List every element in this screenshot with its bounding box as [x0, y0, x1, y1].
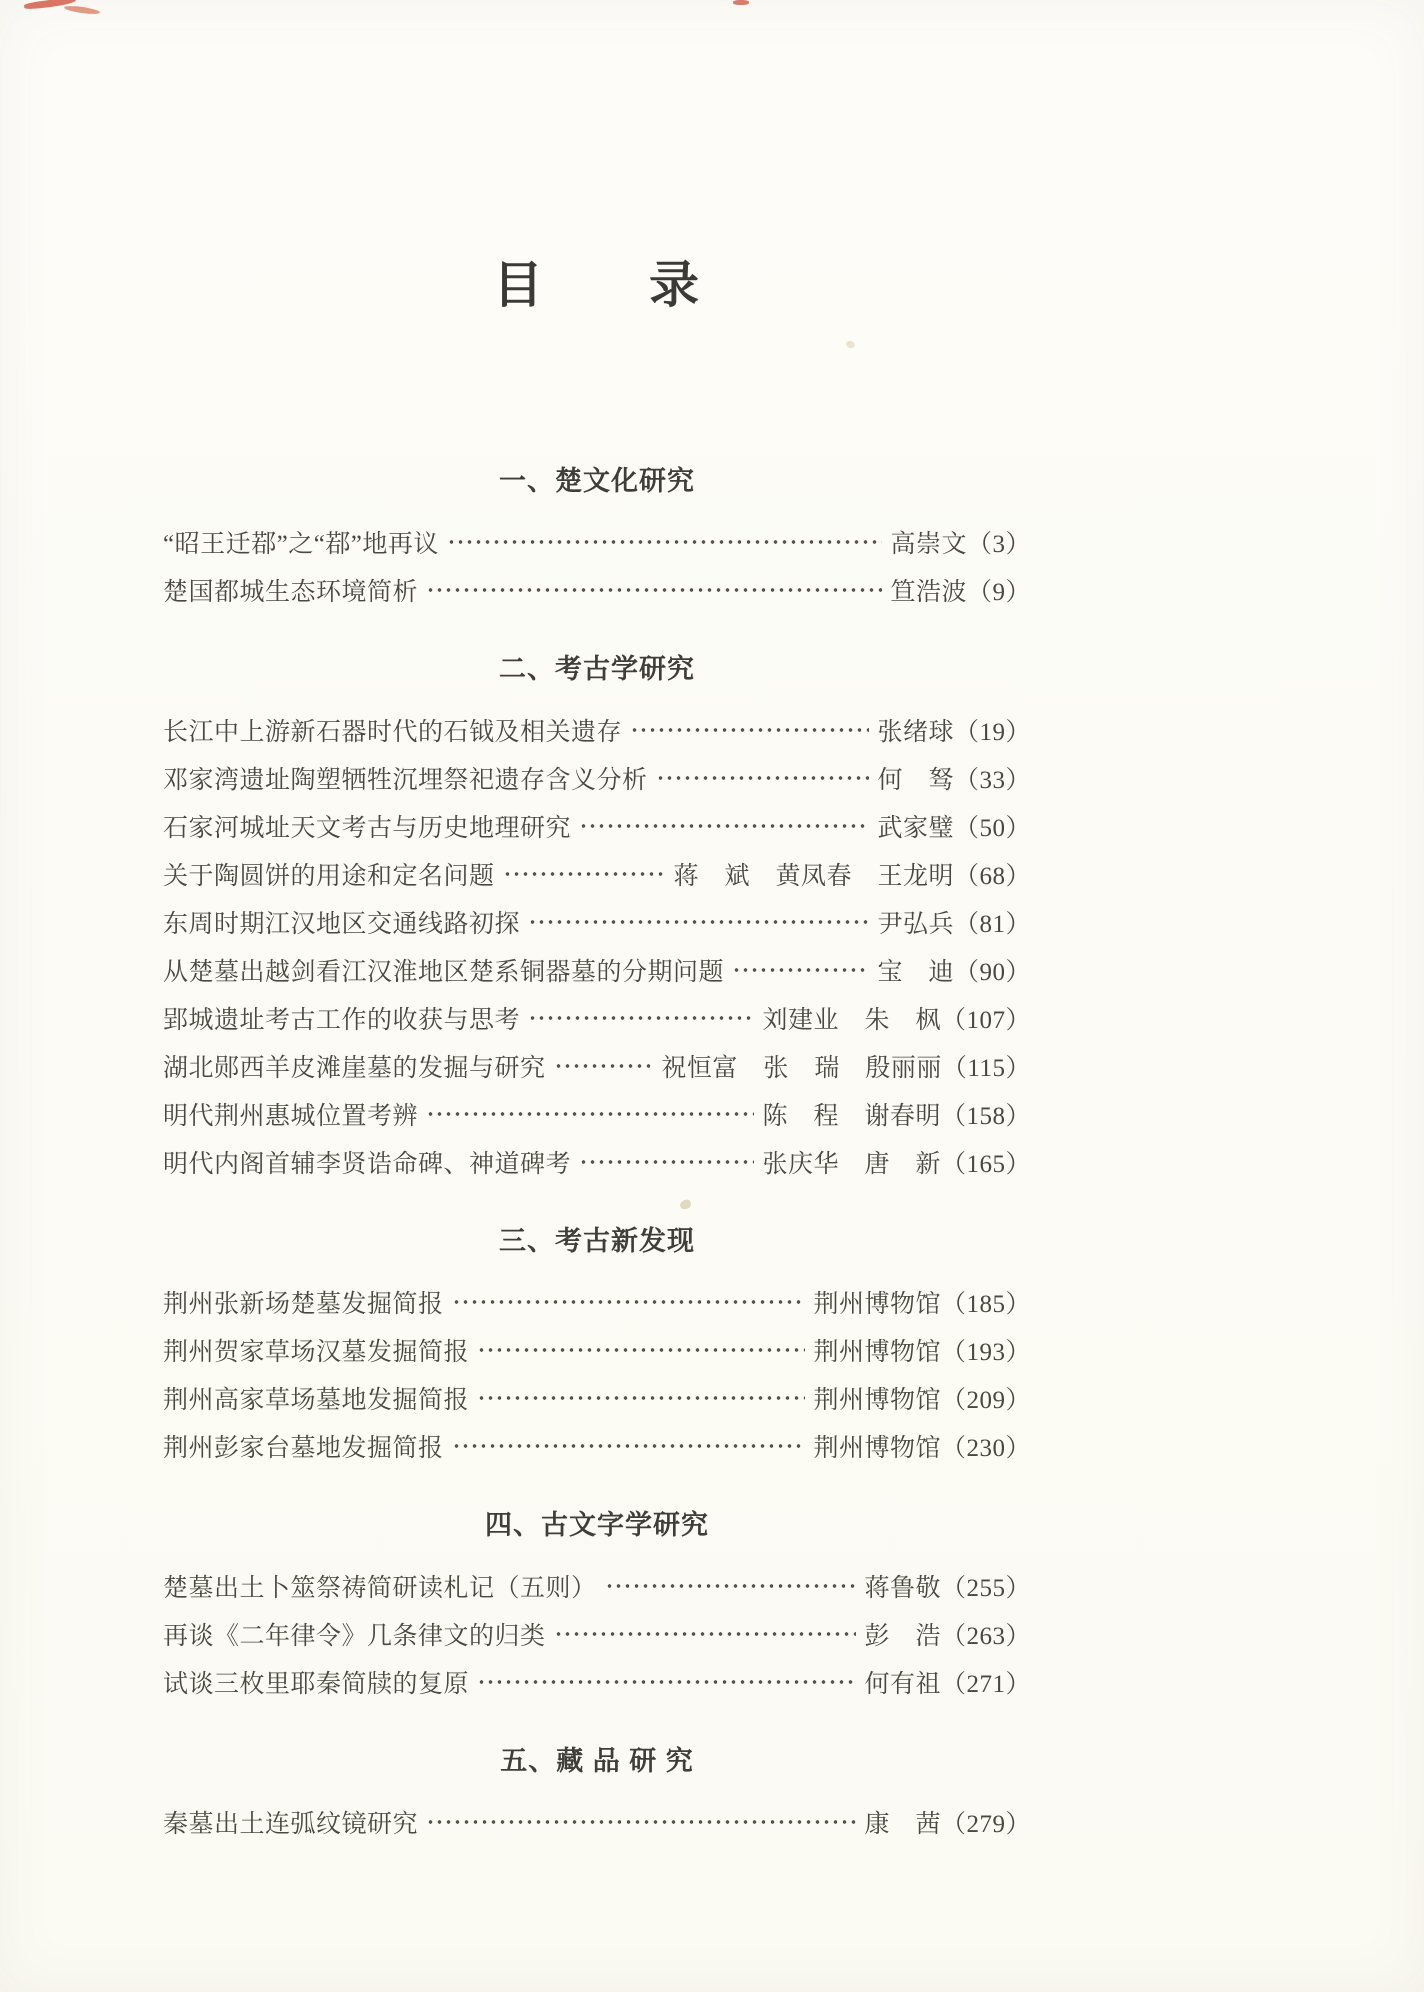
- leader-dots: [577, 802, 869, 850]
- toc-entry: [163, 1798, 1031, 1846]
- entry-title: 长江中上游新石器时代的石钺及相关遗存: [163, 719, 623, 746]
- entry-title: 荆州贺家草场汉墓发掘简报: [163, 1339, 470, 1366]
- entry-title: 明代内阁首辅李贤诰命碑、神道碑考: [163, 1151, 572, 1178]
- toc-entry: [163, 850, 1031, 898]
- entry-authors-page: 宝 迪（90）: [877, 959, 1031, 986]
- toc-entry: [163, 1562, 1031, 1610]
- leader-dots: [475, 1658, 856, 1706]
- entry-title: 明代荆州惠城位置考辨: [163, 1103, 419, 1130]
- toc-entry: [163, 1326, 1031, 1374]
- entry-title: “昭王迁鄀”之“鄀”地再议: [163, 531, 439, 558]
- toc-entry: [163, 898, 1031, 946]
- leader-dots: [424, 566, 882, 614]
- entry-authors-page: 张庆华 唐 新（165）: [762, 1151, 1031, 1178]
- toc-entry: [163, 566, 1031, 614]
- entry-authors-page: 祝恒富 张 瑞 殷丽丽（115）: [661, 1055, 1031, 1082]
- entry-title: 楚国都城生态环境简析: [163, 579, 419, 606]
- leader-dots: [552, 1042, 654, 1090]
- toc-entry: [163, 802, 1031, 850]
- leader-dots: [450, 1422, 806, 1470]
- entry-authors-page: 刘建业 朱 枫（107）: [762, 1007, 1031, 1034]
- section-heading-4: 四、古文字学研究: [485, 1510, 709, 1540]
- toc-entry: [163, 1278, 1031, 1326]
- toc-entry: [163, 1042, 1031, 1090]
- toc-entry: [163, 1138, 1031, 1186]
- entry-title: 关于陶圆饼的用途和定名问题: [163, 863, 495, 890]
- entry-authors-page: 彭 浩（263）: [864, 1623, 1031, 1650]
- leader-dots: [445, 518, 883, 566]
- entry-authors-page: 蒋鲁敬（255）: [864, 1575, 1031, 1602]
- entry-authors-page: 荆州博物馆（193）: [813, 1339, 1031, 1366]
- entry-authors-page: 何有祖（271）: [864, 1671, 1031, 1698]
- leader-dots: [654, 754, 870, 802]
- entry-title: 邓家湾遗址陶塑牺牲沉埋祭祀遗存含义分析: [163, 767, 648, 794]
- toc-entry: [163, 1610, 1031, 1658]
- scan-artifact-red-mark-1: [24, 0, 76, 10]
- toc-entry: [163, 518, 1031, 566]
- section-heading-5: 五、藏 品 研 究: [500, 1746, 694, 1776]
- entry-authors-page: 荆州博物馆（209）: [813, 1387, 1031, 1414]
- entry-title: 荆州彭家台墓地发掘简报: [163, 1435, 444, 1462]
- section-heading-1: 一、楚文化研究: [499, 466, 695, 496]
- entry-authors-page: 蒋 斌 黄凤春 王龙明（68）: [673, 863, 1031, 890]
- toc-entry: [163, 946, 1031, 994]
- leader-dots: [628, 706, 869, 754]
- toc-entry: [163, 994, 1031, 1042]
- entry-title: 郢城遗址考古工作的收获与思考: [163, 1007, 521, 1034]
- entry-title: 楚墓出土卜筮祭祷简研读札记（五则）: [163, 1575, 597, 1602]
- leader-dots: [424, 1798, 856, 1846]
- page-title: 目 录: [493, 257, 701, 313]
- entry-authors-page: 高崇文（3）: [890, 531, 1031, 558]
- entry-title: 东周时期江汉地区交通线路初探: [163, 911, 521, 938]
- entry-title: 秦墓出土连弧纹镜研究: [163, 1811, 419, 1838]
- entry-authors-page: 陈 程 谢春明（158）: [762, 1103, 1031, 1130]
- entry-title: 试谈三枚里耶秦简牍的复原: [163, 1671, 470, 1698]
- entry-authors-page: 康 茜（279）: [864, 1811, 1031, 1838]
- entry-authors-page: 尹弘兵（81）: [877, 911, 1031, 938]
- leader-dots: [526, 898, 869, 946]
- leader-dots: [603, 1562, 857, 1610]
- leader-dots: [577, 1138, 754, 1186]
- entry-title: 荆州张新场楚墓发掘简报: [163, 1291, 444, 1318]
- leader-dots: [424, 1090, 754, 1138]
- entry-title: 湖北郧西羊皮滩崖墓的发掘与研究: [163, 1055, 546, 1082]
- leader-dots: [450, 1278, 806, 1326]
- section-heading-3: 三、考古新发现: [499, 1226, 695, 1256]
- leader-dots: [552, 1610, 857, 1658]
- entry-authors-page: 何 驽（33）: [877, 767, 1031, 794]
- toc-entry: [163, 1374, 1031, 1422]
- entry-authors-page: 笪浩波（9）: [890, 579, 1031, 606]
- entry-title: 荆州高家草场墓地发掘简报: [163, 1387, 470, 1414]
- entry-title: 石家河城址天文考古与历史地理研究: [163, 815, 572, 842]
- table-of-contents: [163, 460, 1031, 1846]
- content-column: [163, 0, 1031, 1846]
- entry-title: 从楚墓出越剑看江汉淮地区楚系铜器墓的分期问题: [163, 959, 725, 986]
- leader-dots: [526, 994, 754, 1042]
- leader-dots: [475, 1374, 805, 1422]
- toc-entry: [163, 754, 1031, 802]
- entry-authors-page: 武家璧（50）: [877, 815, 1031, 842]
- entry-authors-page: 张绪球（19）: [877, 719, 1031, 746]
- leader-dots: [730, 946, 869, 994]
- leader-dots: [475, 1326, 805, 1374]
- section-heading-2: 二、考古学研究: [499, 654, 695, 684]
- toc-entry: [163, 706, 1031, 754]
- entry-authors-page: 荆州博物馆（185）: [813, 1291, 1031, 1318]
- toc-entry: [163, 1422, 1031, 1470]
- entry-authors-page: 荆州博物馆（230）: [813, 1435, 1031, 1462]
- scan-artifact-red-mark-2: [64, 5, 100, 16]
- entry-title: 再谈《二年律令》几条律文的归类: [163, 1623, 546, 1650]
- leader-dots: [501, 850, 666, 898]
- toc-entry: [163, 1090, 1031, 1138]
- toc-entry: [163, 1658, 1031, 1706]
